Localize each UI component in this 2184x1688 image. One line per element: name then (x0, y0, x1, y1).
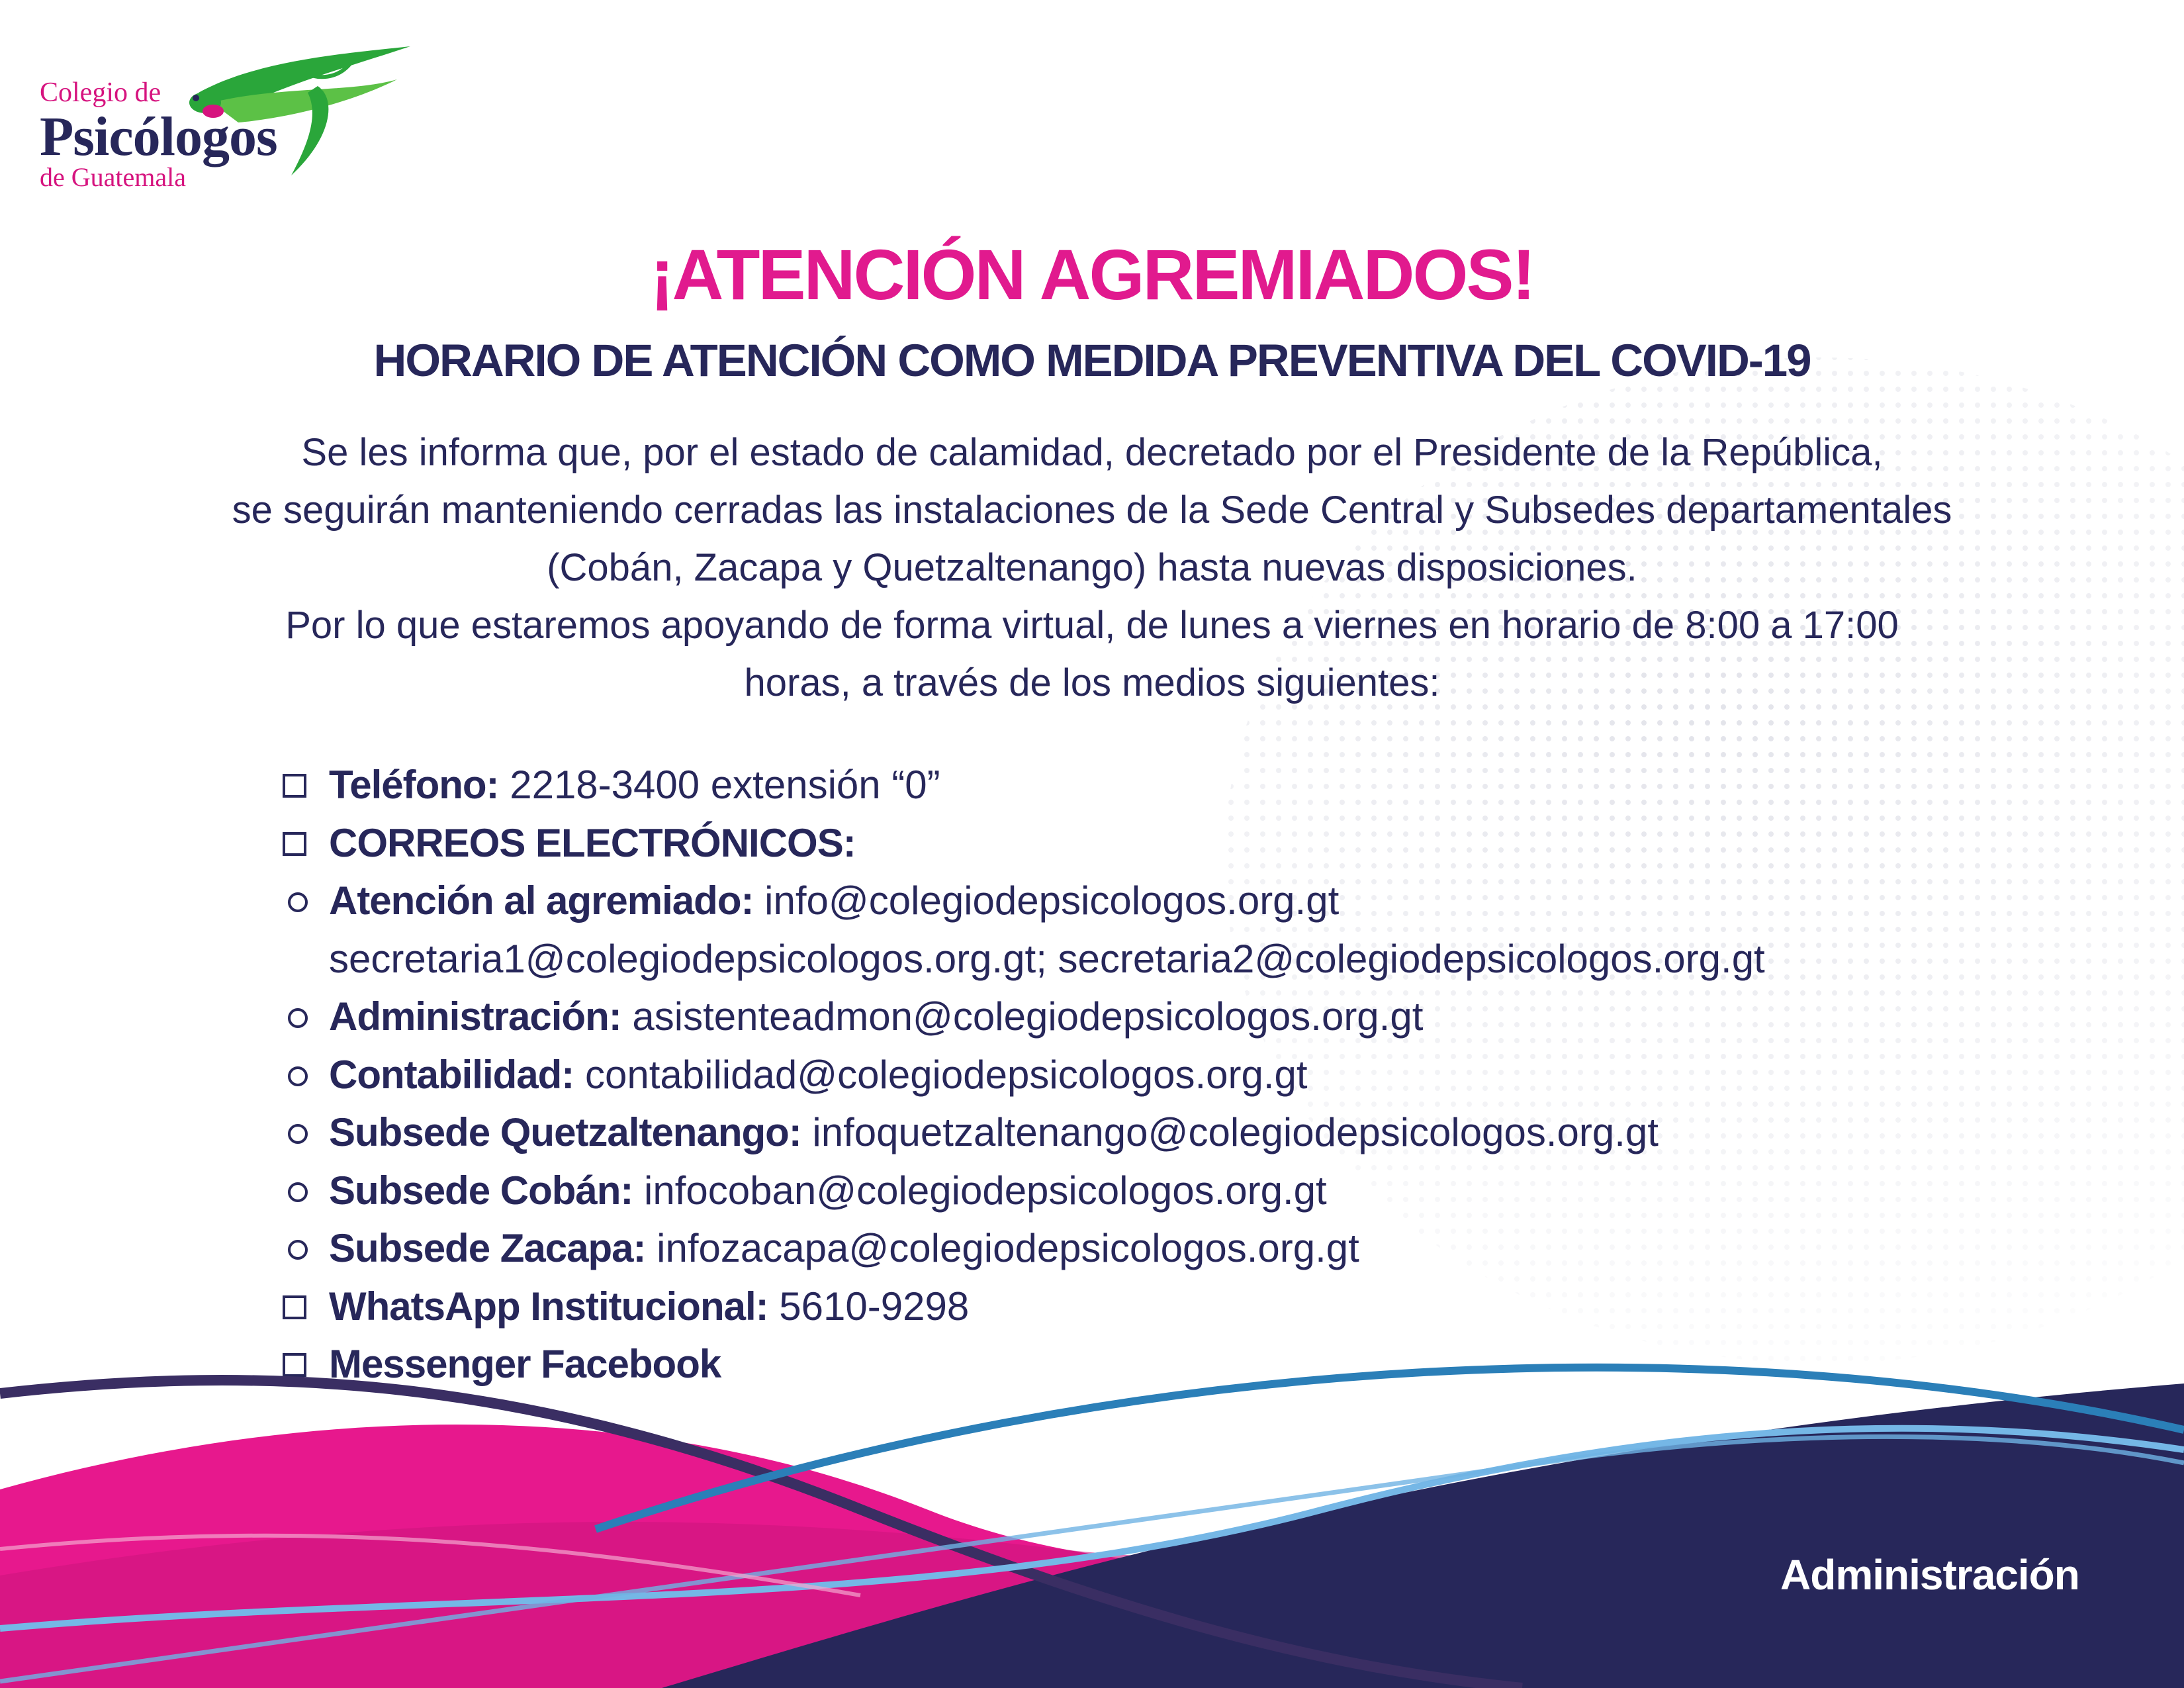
intro-line: Se les informa que, por el estado de calamidad, decretado por el Presidente de la República, (301, 431, 1883, 474)
item-value: info@colegiodepsicologos.org.gt (753, 878, 1340, 923)
item-label: Subsede Zacapa: (329, 1226, 646, 1270)
item-value: 5610-9298 (768, 1284, 970, 1329)
circle-bullet-icon (288, 1240, 308, 1260)
intro-line: se seguirán manteniendo cerradas las instalaciones de la Sede Central y Subsedes departamentales (232, 489, 1952, 532)
item-label: Subsede Quetzaltenango: (329, 1110, 801, 1154)
item-label: Subsede Cobán: (329, 1168, 633, 1213)
page-subtitle: HORARIO DE ATENCIÓN COMO MEDIDA PREVENTIVA DEL COVID-19 (373, 335, 1811, 386)
intro-line: Por lo que estaremos apoyando de forma virtual, de lunes a viernes en horario de 8:00 a 17:00 (285, 604, 1899, 647)
decorative-waves (0, 1311, 2184, 1688)
list-item-agremiado-continued (281, 930, 2068, 988)
footer-department: Administración (1780, 1551, 2079, 1599)
contact-list (281, 756, 2068, 1393)
list-item-administracion (281, 988, 2068, 1046)
item-value: 2218-3400 extensión “0” (498, 763, 940, 807)
item-label: Contabilidad: (329, 1052, 574, 1097)
logo-line-1: Colegio de (40, 77, 161, 108)
list-item-agremiado (281, 872, 2068, 930)
intro-paragraph (99, 424, 2085, 712)
organization-logo (40, 40, 437, 192)
list-item-contabilidad (281, 1046, 2068, 1104)
list-item-correos (281, 814, 2068, 872)
item-label: Teléfono: (329, 763, 499, 807)
circle-bullet-icon (288, 1124, 308, 1144)
item-label: CORREOS ELECTRÓNICOS: (329, 820, 856, 865)
item-value: infozacapa@colegiodepsicologos.org.gt (645, 1226, 1359, 1270)
circle-bullet-icon (288, 892, 308, 912)
list-item-coban (281, 1162, 2068, 1220)
logo-line-3: de Guatemala (40, 162, 186, 192)
item-value: infoquetzaltenango@colegiodepsicologos.org.gt (801, 1110, 1659, 1154)
item-label: Administración: (329, 994, 621, 1039)
checkbox-square-icon (283, 774, 306, 798)
intro-line: horas, a través de los medios siguientes: (744, 661, 1440, 704)
list-item-telefono (281, 756, 2068, 814)
logo-line-2: Psicólogos (40, 106, 277, 167)
list-item-quetzaltenango (281, 1103, 2068, 1162)
intro-line: (Cobán, Zacapa y Quetzaltenango) hasta nuevas disposiciones. (547, 546, 1637, 589)
item-value: asistenteadmon@colegiodepsicologos.org.gt (621, 994, 1424, 1039)
item-label: WhatsApp Institucional: (329, 1284, 768, 1329)
circle-bullet-icon (288, 1008, 308, 1028)
page-title: ¡ATENCIÓN AGREMIADOS! (650, 234, 1534, 314)
item-value: infocoban@colegiodepsicologos.org.gt (633, 1168, 1327, 1213)
item-value: contabilidad@colegiodepsicologos.org.gt (574, 1052, 1308, 1097)
circle-bullet-icon (288, 1182, 308, 1202)
list-item-zacapa (281, 1219, 2068, 1278)
item-label: Atención al agremiado: (329, 878, 754, 923)
item-label: Messenger Facebook (329, 1342, 721, 1386)
circle-bullet-icon (288, 1066, 308, 1086)
checkbox-square-icon (283, 832, 306, 856)
item-value: secretaria1@colegiodepsicologos.org.gt; secretaria2@colegiodepsicologos.org.gt (329, 936, 1765, 981)
